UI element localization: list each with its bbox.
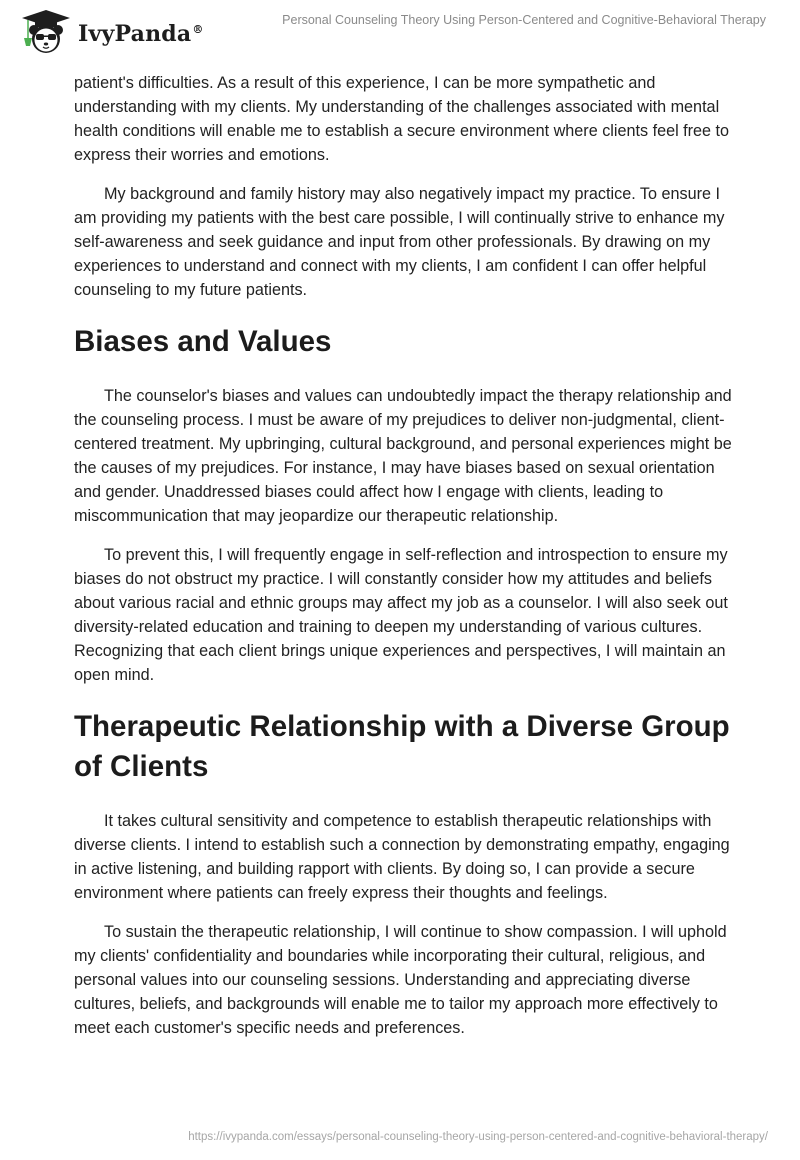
heading-biases-and-values: Biases and Values [74,325,332,358]
brand-name [78,21,204,47]
source-url-link[interactable]: https://ivypanda.com/essays/personal-counseling-theory-using-person-centered-and-cognitive-behavioral-therapy/ [188,1131,768,1143]
paragraph-biases: The counselor's biases and values can undoubtedly impact the therapy relationship and the counseling process. I must be aware of my prejudices to deliver non-judgmental, client-centered treatment. My upbringing, cultural background, and personal experiences might be the causes of my prejudices. For instance, I may have biases based on sexual orientation and gender. Unaddressed biases could affect how I engage with clients, leading to miscommunication that may jeopardize our therapeutic relationship. [74,387,732,525]
paragraph-prevention: To prevent this, I will frequently engage in self-reflection and introspection to ensure my biases do not obstruct my practice. I will constantly consider how my attitudes and beliefs about various racial and ethnic groups may affect my job as a counselor. I will also seek out diversity-related education and training to deepen my understanding of various cultures. Recognizing that each client brings unique experiences and perspectives, I will maintain an open mind. [74,546,728,684]
paragraph-cultural-sensitivity: It takes cultural sensitivity and competence to establish therapeutic relationships with diverse clients. I intend to establish such a connection by demonstrating empathy, engaging in active listening, and building rapport with clients. By doing so, I can provide a secure environment where patients can freely express their thoughts and feelings. [74,812,730,902]
paragraph-sustain-relationship: To sustain the therapeutic relationship, I will continue to show compassion. I will uphold my clients' confidentiality and boundaries while incorporating their cultural, religious, and personal values into our counseling sessions. Understanding and appreciating diverse cultures, beliefs, and backgrounds will enable me to tailor my approach more effectively to meet each customer's specific needs and preferences. [74,923,727,1037]
heading-therapeutic-relationship: Therapeutic Relationship with a Diverse Group of Clients [74,710,730,783]
paragraph-background: My background and family history may also negatively impact my practice. To ensure I am providing my patients with the best care possible, I will continually strive to enhance my self-awareness and seek guidance and input from other professionals. By drawing on my experiences to understand and connect with my clients, I am confident I can offer helpful counseling to my future patients. [74,185,725,299]
registered-mark: ® [192,22,204,36]
page-header [0,0,800,60]
essay-content [74,71,734,1055]
panda-graduate-logo-icon [18,8,74,56]
ivypanda-logo-link[interactable] [18,8,204,56]
paragraph-continued: patient's difficulties. As a result of this experience, I can be more sympathetic and understanding with my clients. My understanding of the challenges associated with mental health conditions will enable me to establish a secure environment where clients feel free to express their worries and emotions. [74,74,730,164]
document-title: Personal Counseling Theory Using Person-Centered and Cognitive-Behavioral Therapy [282,13,766,27]
brand-name-text: IvyPanda [78,21,192,47]
